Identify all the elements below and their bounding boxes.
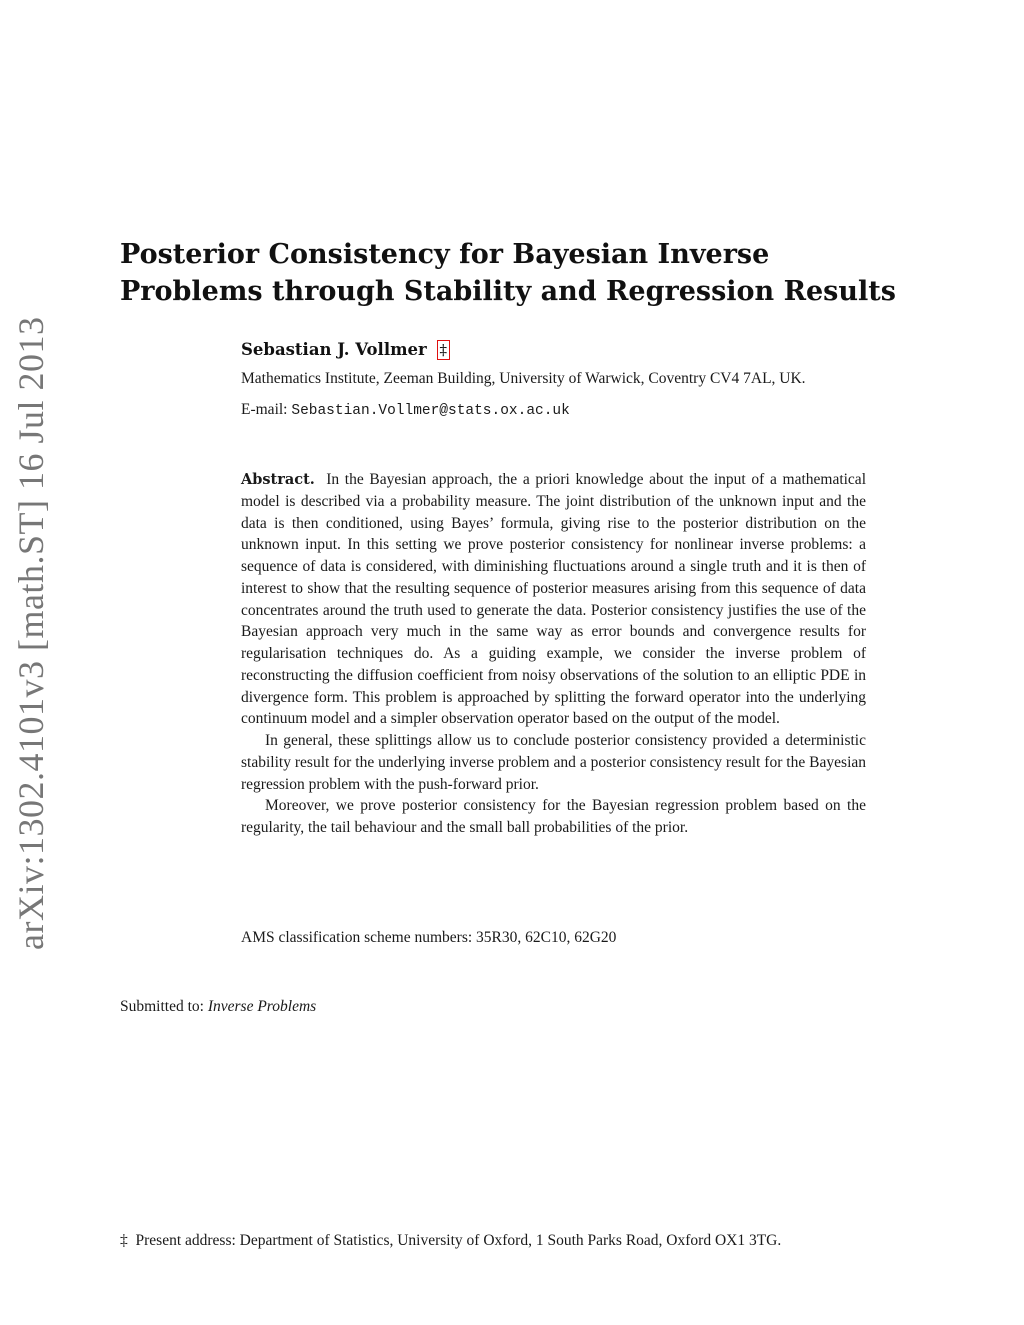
abstract-paragraph-2: In general, these splittings allow us to conclude posterior consistency provided a deterministic stability result for the underlying inverse problem and a posterior consistency result for the Bayesian regression problem with the push-forward prior. xyxy=(241,732,866,793)
footnote-link[interactable]: ‡ xyxy=(437,340,451,360)
abstract-label: Abstract. xyxy=(241,471,315,488)
title-line-2: Problems through Stability and Regression Results xyxy=(120,276,896,307)
abstract-paragraph-3: Moreover, we prove posterior consistency for the Bayesian regression problem based on the regularity, the tail behaviour and the small ball probabilities of the prior. xyxy=(241,797,866,836)
footnote-text: Present address: Department of Statistics, University of Oxford, 1 South Parks Road, Oxford OX1 3TG. xyxy=(135,1232,782,1249)
submitted-line xyxy=(120,996,865,1018)
arxiv-identifier-stamp: arXiv:1302.4101v3 [math.ST] 16 Jul 2013 xyxy=(11,316,51,950)
footnote-mark: ‡ xyxy=(120,1232,128,1249)
author-block xyxy=(241,338,866,422)
email-address[interactable]: Sebastian.Vollmer@stats.ox.ac.uk xyxy=(291,403,570,419)
abstract-text-1: In the Bayesian approach, the a priori knowledge about the input of a mathematical model is described via a probability measure. The joint distribution of the unknown input and the data is then conditioned, using Bayes’ formula, giving rise to the posterior distribution on the unknown input. In this setting we prove posterior consistency for nonlinear inverse problems: a sequence of data is considered, with diminishing fluctuations around a single truth and it is then of interest to show that the resulting sequence of posterior measures arising from this sequence of data concentrates around the truth used to generate the data. Posterior consistency justifies the use of the Bayesian approach very much in the same way as error bounds and convergence results for regularisation techniques do. As a guiding example, we consider the inverse problem of reconstructing the diffusion coefficient from noisy observations of the solution to an elliptic PDE in divergence form. This problem is approached by splitting the forward operator into the underlying continuum model and a simpler observation operator based on the output of the model. xyxy=(241,471,866,728)
author-email-line xyxy=(241,399,866,422)
abstract-paragraph-1 xyxy=(241,469,866,730)
paper-title xyxy=(120,236,900,310)
ams-classification: AMS classification scheme numbers: 35R30, 62C10, 62G20 xyxy=(241,929,617,946)
footnote xyxy=(120,1230,865,1252)
author-name: Sebastian J. Vollmer xyxy=(241,340,427,359)
author-line xyxy=(241,338,866,362)
email-label: E-mail: xyxy=(241,401,288,418)
title-line-1: Posterior Consistency for Bayesian Inverse xyxy=(120,239,770,270)
author-affiliation: Mathematics Institute, Zeeman Building, University of Warwick, Coventry CV4 7AL, UK. xyxy=(241,370,806,387)
journal-name: Inverse Problems xyxy=(207,998,317,1015)
abstract xyxy=(241,469,866,839)
submitted-label: Submitted to: xyxy=(120,998,204,1015)
